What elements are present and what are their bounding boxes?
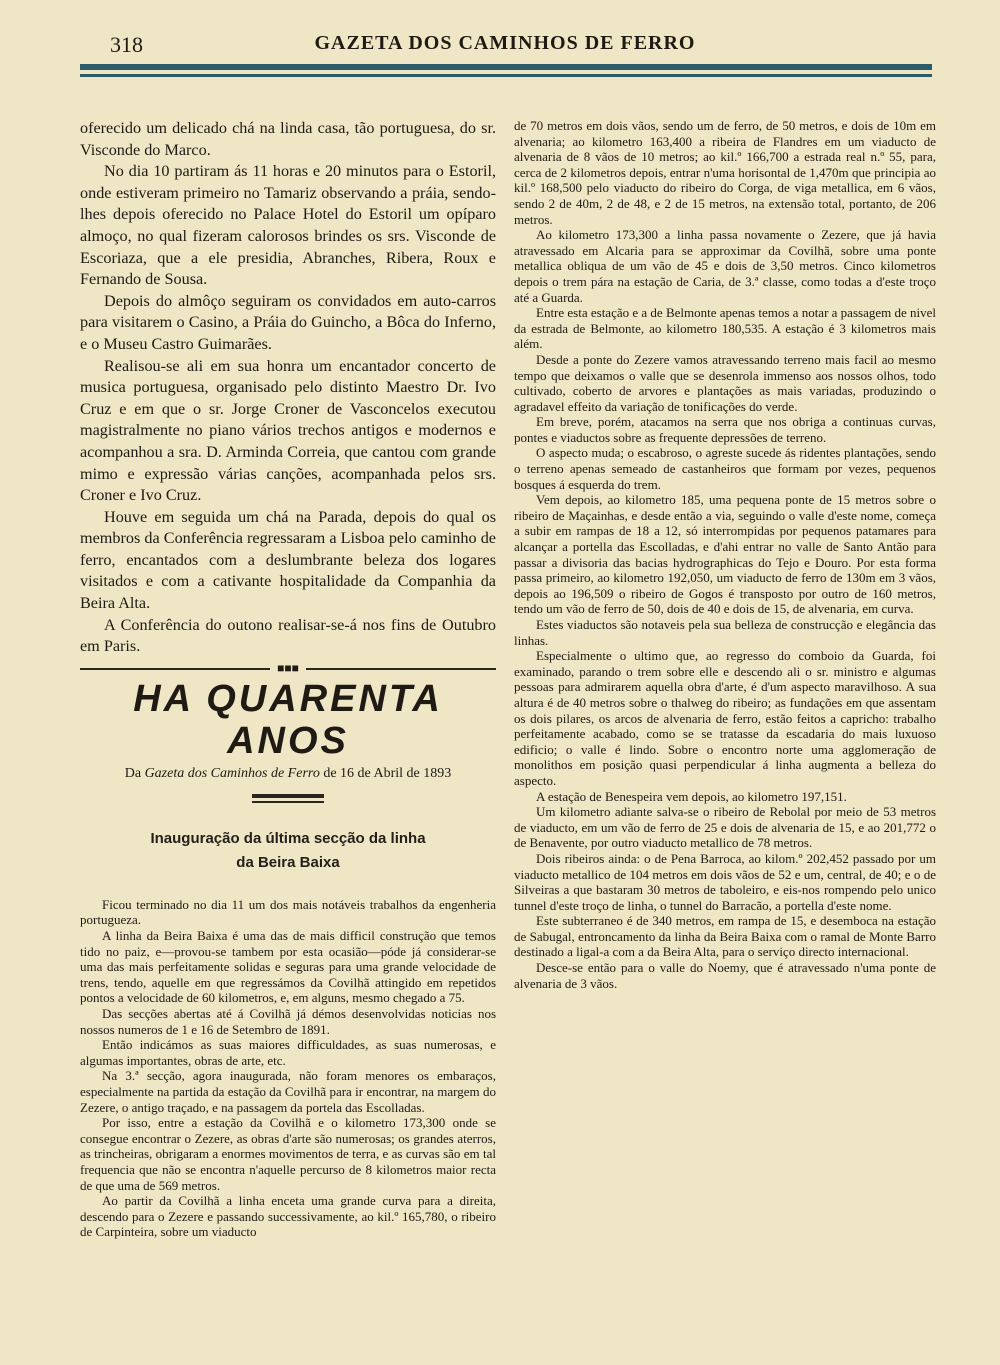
source-publication: Gazeta dos Caminhos de Ferro: [144, 765, 320, 781]
header-rule-thin: [80, 74, 932, 77]
paragraph: A linha da Beira Baixa é uma das de mais difficil construção que temos tido no paiz, e—provou-se tambem por esta ocasião—póde já considerar-se uma das mais perfeitamente solidas e seguras para uma grande velocidade de trens, tendo, aquelle em que regressámos da Covilhã attingido em repetidos pontos a velocidade de 60 kilometros, e, em alguns, mesmo chegado a 75.: [80, 928, 496, 1006]
paragraph: Ao kilometro 173,300 a linha passa novamente o Zezere, que já havia atravessado em Alcaria para se approximar da Covilhã, sobre uma ponte metallica obliqua de um vão de 45 e dois de 3,50 metros. Cinco kilometros depois o trem pára na estação de Caria, de 3.ª classe, como todas a d'este troço até a Guarda.: [514, 227, 936, 305]
paragraph: Desce-se então para o valle do Noemy, que é atravessado n'uma ponte de alvenaria de 3 vãos.: [514, 960, 936, 991]
paragraph: A estação de Benespeira vem depois, ao kilometro 197,151.: [536, 788, 847, 804]
source-citation: [80, 766, 496, 782]
paragraph: Especialmente o ultimo que, ao regresso do comboio da Guarda, foi examinado, parando o trem sobre elle e descendo ali o sr. ministro e algumas pessoas para admirarem aquella obra d'arte, é d'um aspecto maravilhoso. A sua altura é de 40 metros sobre o thalweg do ribeiro; as fundações em que assentam os dois pilares, os arcos de alvenaria de ferro, estão feitos a capricho: trabalho perfeitamente acabado, como se se tratasse da escadaria do mais luxuoso edificio; o valle é lindo. Sobre o encontro norte uma agglomeração de monolithos em posição quasi perpendicular á linha augmenta a belleza do aspecto.: [514, 648, 936, 788]
train-ornament-icon: ■■■: [277, 661, 299, 676]
paragraph: Vem depois, ao kilometro 185, uma pequena ponte de 15 metros sobre o ribeiro de Maçainhas, e desde então a via, seguindo o valle d'este nome, começa a subir em rampas de 18 a 12, só interrompidas por pequenos patamares para alcançar a portella das Escolladas, e d'ahi entrar no valle de Santo Antão para passar a divisoria das bacias hydrographicas do Tejo e Douro. Por esta forma passa primeiro, ao kilometro 192,050, um viaducto de ferro de 130m em 3 vãos, depois ao 196,509 o ribeiro de Gogos é transposto por outro de 160 metros, tendo um vão de ferro de 50, dois de 40 e dois de 15, de alvenaria, em curva.: [514, 492, 936, 617]
paragraph: Ficou terminado no dia 11 um dos mais notáveis trabalhos da engenheria portugueza.: [80, 896, 496, 928]
section-title: HA QUARENTA ANOS: [133, 677, 443, 762]
paragraph: Realisou-se ali em sua honra um encantador concerto de musica portuguesa, organisado pelo distinto Maestro Dr. Ivo Cruz e em que o sr. Jorge Croner de Vasconcelos executou magistralmente no piano vários trechos antigos e modernos e acompanhou a sra. D. Arminda Correia, que cantou com grande mimo e expressão várias canções, acompanhada pelos srs. Croner e Ivo Cruz.: [80, 356, 496, 505]
source-prefix: Da: [124, 765, 142, 781]
title-rule: [252, 794, 324, 803]
journal-title: GAZETA DOS CAMINHOS DE FERRO: [314, 32, 696, 54]
page-header: [80, 30, 930, 60]
paragraph: Um kilometro adiante salva-se o ribeiro de Rebolal por meio de 53 metros de viaducto, em um vão de ferro de 25 e dois de alvenaria de 15, e ao 201,772 o de Benavente, por outro viaducto metallico de 78 metros.: [514, 804, 936, 851]
article-title: [80, 827, 496, 875]
paragraph: Entre esta estação e a de Belmonte apenas temos a notar a passagem de nivel da estrada de Belmonte, ao kilometro 180,535. A estação é 3 kilometros mais além.: [514, 305, 936, 352]
paragraph: Desde a ponte do Zezere vamos atravessando terreno mais facil ao mesmo tempo que deixamos o valle que se desenrola immenso aos nossos olhos, todo cultivado, coberto de arvores e plantações as mais variadas, produzindo o agradavel effeito da variação de tonificações do verde.: [514, 351, 936, 414]
header-rule-thick: [80, 64, 932, 70]
paragraph: Em breve, porém, atacamos na serra que nos obriga a continuas curvas, pontes e viaductos sobre as frequente depressões de terreno.: [514, 414, 936, 445]
paragraph: Houve em seguida um chá na Parada, depois do qual os membros da Conferência regressaram a Lisboa pelo caminho de ferro, encantados com a deslumbrante beleza dos logares visitados e com a cativante hospitalidade da Companhia da Beira Alta.: [80, 507, 496, 613]
paragraph: Dois ribeiros ainda: o de Pena Barroca, ao kilom.º 202,452 passado por um viaducto metallico de 104 metros em dois vãos de 52 e um, central, de 40; e o de Silveiras a que bastaram 30 metros de taboleiro, e eis-nos rompendo pelo unico tunnel d'este troço de linha, o tunnel do Barracão, a portella d'este nome.: [514, 850, 936, 913]
paragraph: Este subterraneo é de 340 metros, em rampa de 15, e desemboca na estação de Sabugal, entroncamento da linha da Beira Baixa com o ramal de Monte Barro destinado a ligal-a com a da Beira Alta, para o serviço directo internacional.: [514, 913, 936, 960]
source-date: de 16 de Abril de 1893: [323, 765, 452, 781]
paragraph: Ao partir da Covilhã a linha encetа uma grande curva para a direita, descendo para o Zezere e passando successivamente, ao kil.º 165,780, o ribeiro de Carpinteira, sobre um viaducto: [80, 1193, 496, 1240]
paragraph: Estes viaductos são notaveis pela sua belleza de construcção e elegância das linhas.: [514, 617, 936, 648]
paragraph: Depois do almôço seguiram os convidados em auto-carros para visitarem o Casino, a Práia do Guincho, a Bôca do Inferno, e o Museu Castro Guimarães.: [80, 291, 496, 353]
left-column: [80, 118, 496, 1240]
article-body: [80, 897, 496, 1240]
paragraph: oferecido um delicado chá na linda casa, tão portuguesa, do sr. Visconde do Marco.: [80, 119, 496, 159]
article-title-line: da Beira Baixa: [236, 853, 340, 871]
paragraph: Na 3.ª secção, agora inaugurada, não foram menores os embaraços, especialmente na partida da estação da Covilhã para ir encontrar, na margem do Zezere, o antigo traçado, e na passagem da portela das Escolladas.: [80, 1068, 496, 1115]
paragraph: Por isso, entre a estação da Covilhã e o kilometro 173,300 onde se consegue encontrar o Zezere, as obras d'arte são numerosas; os grandes aterros, as trincheiras, obrigaram a enormes movimentos de terra, e as curvas são em tal frequencia que não se encontra n'aquelle percurso de 8 kilometros maior recta de que uma de 569 metros.: [80, 1115, 496, 1193]
section-divider: [80, 662, 496, 676]
paragraph: Então indicámos as suas maiores difficuldades, as suas numerosas, e algumas importantes, obras de arte, etc.: [80, 1037, 496, 1068]
conference-report: [80, 118, 496, 658]
paragraph: O aspecto muda; o escabroso, o agreste sucede ás ridentes plantações, sendo o terreno apenas semeado de castanheiros que formam por vezes, pequenos bosques á esquerda do trem.: [514, 445, 936, 492]
paragraph: No dia 10 partiram ás 11 horas e 20 minutos para o Estoril, onde estiveram primeiro no Tamariz observando a práia, sendo-lhes depois oferecido no Palace Hotel do Estoril um opíparo almoço, no qual fizeram calorosos brindes os srs. Visconde de Escoriaza, que a ele presidia, Abranches, Ribera, Roux e Fernando de Sousa.: [80, 162, 496, 289]
paragraph: A Conferência do outono realisar-se-á nos fins de Outubro em Paris.: [80, 615, 496, 656]
paragraph: Das secções abertas até á Covilhã já démos desenvolvidas noticias nos nossos numeros de 1 e 16 de Setembro de 1891.: [80, 1006, 496, 1037]
paragraph: de 70 metros em dois vãos, sendo um de ferro, de 50 metros, e dois de 10m em alvenaria; ao kilometro 163,400 a ribeira de Flandres em um viaducto de alvenaria de 8 vãos de 10 metros; ao kil.º 166,700 a estrada real n.º 55, para, cerca de 2 kilometros depois, entrar n'uma horisontal de 1,470m que principia ao kil.º 168,500 pelo viaducto do ribeiro do Corga, de viga metallica, em 6 vãos, sendo 2 de 40m, 2 de 48, e 2 de 15 metros, na extensão total, portanto, de 206 metros.: [514, 118, 936, 227]
page-number: 318: [110, 32, 143, 57]
right-column: [514, 118, 936, 991]
article-title-line: Inauguração da última secção da linha: [150, 829, 426, 847]
